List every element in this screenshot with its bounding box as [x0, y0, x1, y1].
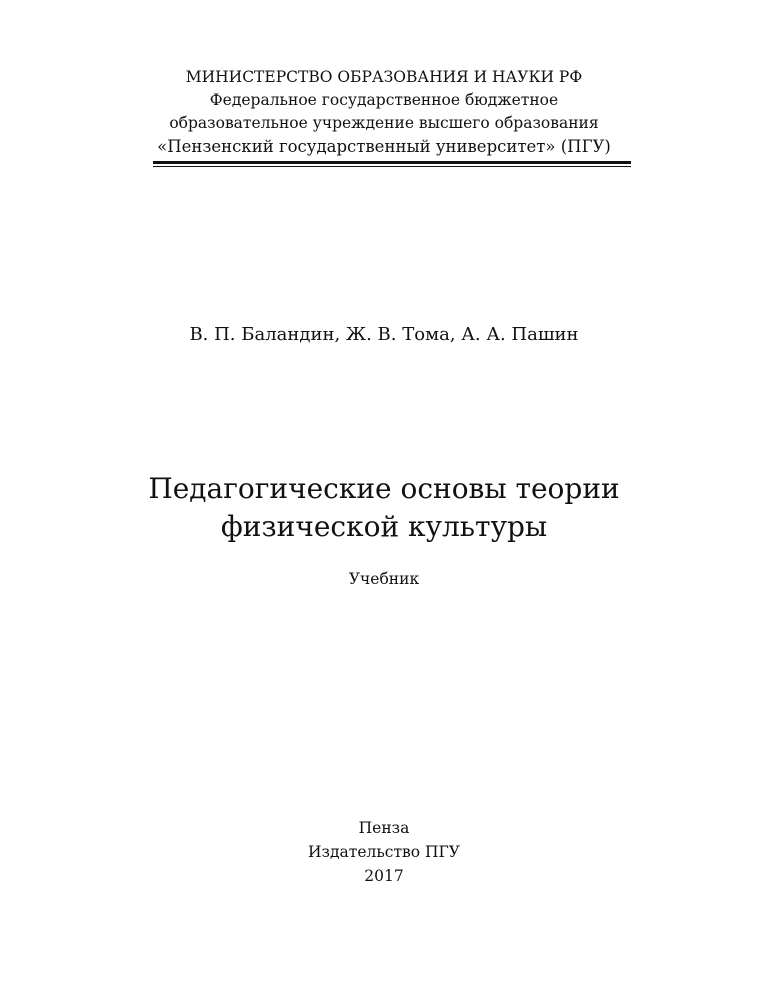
book-title — [0, 470, 768, 546]
book-title-line-2: физической культуры — [220, 510, 548, 543]
book-title-line-1: Педагогические основы теории — [148, 472, 620, 505]
imprint-publisher: Издательство ПГУ — [307, 843, 460, 861]
ministry-name: МИНИСТЕРСТВО ОБРАЗОВАНИЯ И НАУКИ РФ — [185, 68, 583, 86]
institution-line-2: образовательное учреждение высшего образования — [169, 114, 599, 132]
header-divider-thick — [153, 161, 631, 164]
book-type: Учебник — [348, 570, 420, 588]
authors: В. П. Баландин, Ж. В. Тома, А. А. Пашин — [189, 324, 579, 345]
university-name: «Пензенский государственный университет» (ПГУ) — [157, 137, 611, 156]
header-divider-thin — [153, 166, 631, 167]
imprint — [0, 816, 768, 888]
imprint-city: Пенза — [358, 819, 410, 837]
institution-header — [0, 66, 768, 159]
imprint-year: 2017 — [364, 867, 404, 885]
institution-line-1: Федеральное государственное бюджетное — [209, 91, 559, 109]
